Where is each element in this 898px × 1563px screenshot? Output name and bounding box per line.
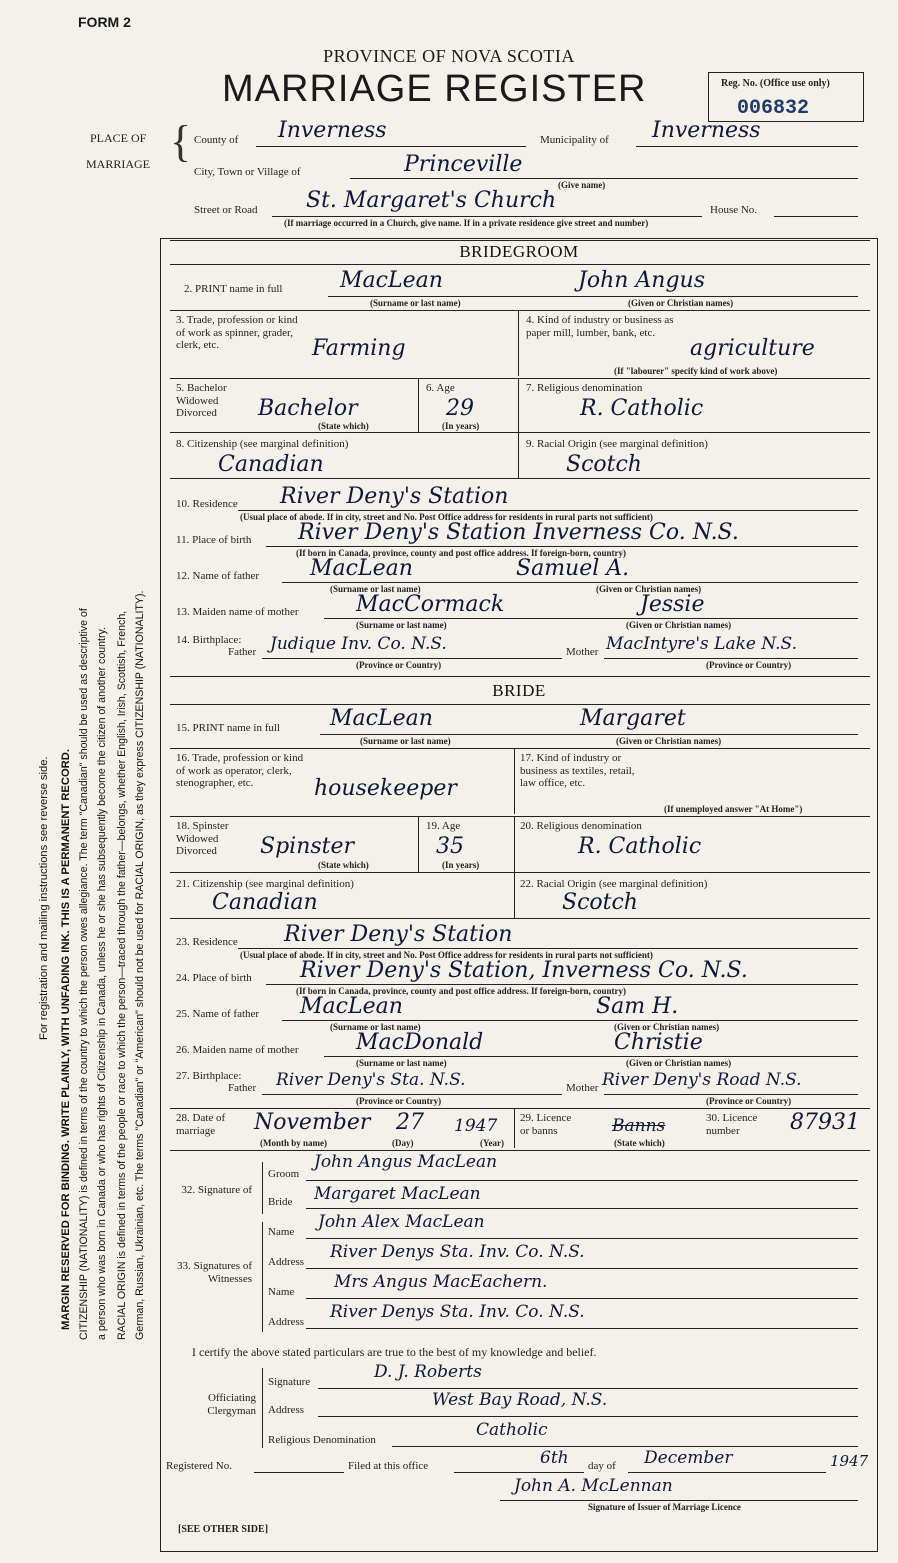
groom-father-birthplace: Judique Inv. Co. N.S. xyxy=(270,634,447,654)
margin-citizenship-1: CITIZENSHIP (NATIONALITY) is defined in terms of the country to which the person owes allegiance. The term "Canadian" should be used as descriptive of xyxy=(78,608,90,1340)
filed-year: 1947 xyxy=(830,1452,869,1470)
bride-trade-label: 16. Trade, profession or kind of work as operator, clerk, stenographer, etc. xyxy=(176,752,304,790)
licence-number-label: 30. Licence number xyxy=(706,1112,758,1137)
groom-parents-birthplace-label: 14. Birthplace: xyxy=(176,634,242,646)
house-label: House No. xyxy=(710,204,758,216)
bride-given: Margaret xyxy=(580,706,686,731)
groom-status-caption: (State which) xyxy=(318,421,369,431)
margin-instructions: For registration and mailing instructions see reverse side. xyxy=(38,756,50,1040)
bride-sig-label: Bride xyxy=(268,1196,293,1208)
witnesses-label: 33. Signatures of Witnesses xyxy=(177,1260,252,1285)
groom-surname: MacLean xyxy=(340,268,443,293)
bride-mother-bp-label: Mother xyxy=(566,1082,599,1094)
bride-residence-label: 23. Residence xyxy=(176,936,238,948)
municipality-value: Inverness xyxy=(652,118,761,143)
bride-age: 35 xyxy=(436,834,464,859)
bride-surname-caption: (Surname or last name) xyxy=(360,736,451,746)
street-value: St. Margaret's Church xyxy=(306,188,557,213)
bride-birthplace-caption: (If born in Canada, province, county and post office address. If foreign-born, country) xyxy=(296,986,627,996)
bride-status-label: 18. Spinster Widowed Divorced xyxy=(176,820,229,858)
bride-father-label: 25. Name of father xyxy=(176,1008,260,1020)
groom-trade: Farming xyxy=(312,336,406,361)
bride-origin-label: 22. Racial Origin (see marginal definition) xyxy=(520,878,708,890)
groom-given: John Angus xyxy=(578,268,705,293)
groom-status: Bachelor xyxy=(258,396,358,421)
county-label: County of xyxy=(194,134,239,146)
bride-parents-birthplace-label: 27. Birthplace: xyxy=(176,1070,242,1082)
bride-mother-surname-caption: (Surname or last name) xyxy=(356,1058,447,1068)
groom-mother-bp-caption: (Province or Country) xyxy=(706,660,792,670)
bride-religion-label: 20. Religious denomination xyxy=(520,820,642,832)
groom-father-surname: MacLean xyxy=(310,556,413,581)
bride-father-given-caption: (Given or Christian names) xyxy=(614,1022,720,1032)
w2-name-label: Name xyxy=(268,1286,295,1298)
filed-month: December xyxy=(644,1448,733,1468)
groom-father-label: 12. Name of father xyxy=(176,570,260,582)
bride-heading: BRIDE xyxy=(492,681,546,700)
groom-mother-given: Jessie xyxy=(640,592,705,617)
marriage-month: November xyxy=(254,1110,371,1135)
marriage-label: MARRIAGE xyxy=(86,157,151,171)
groom-residence: River Deny's Station xyxy=(280,484,509,509)
county-value: Inverness xyxy=(278,118,387,143)
bride-religion: R. Catholic xyxy=(578,834,702,859)
bride-mother-surname: MacDonald xyxy=(356,1030,484,1055)
clergy-religion: Catholic xyxy=(476,1420,548,1440)
groom-surname-caption: (Surname or last name) xyxy=(370,298,461,308)
witness1-address: River Denys Sta. Inv. Co. N.S. xyxy=(330,1242,585,1262)
groom-father-bp-caption: (Province or Country) xyxy=(356,660,442,670)
day-of-label: day of xyxy=(588,1460,616,1472)
groom-mother-surname: MacCormack xyxy=(356,592,505,617)
bride-father-surname: MacLean xyxy=(300,994,403,1019)
registered-label: Registered No. xyxy=(166,1460,232,1472)
bride-trade: housekeeper xyxy=(314,776,457,801)
groom-father-given-caption: (Given or Christian names) xyxy=(596,584,702,594)
w2-address-label: Address xyxy=(268,1316,305,1328)
licence-caption: (State which) xyxy=(614,1138,665,1148)
clergy-sig-label: Signature xyxy=(268,1376,311,1388)
groom-mother-given-caption: (Given or Christian names) xyxy=(626,620,732,630)
groom-age-label: 6. Age xyxy=(426,382,455,394)
margin-citizenship-2: a person who was born in Canada or who has rights of Citizenship in Canada, unless he or she has subsequently become the citizen of another country. xyxy=(96,627,108,1340)
groom-status-label: 5. Bachelor Widowed Divorced xyxy=(176,382,227,420)
groom-mother-surname-caption: (Surname or last name) xyxy=(356,620,447,630)
groom-mother-bp-label: Mother xyxy=(566,646,599,658)
bride-citizenship-label: 21. Citizenship (see marginal definition) xyxy=(176,878,354,890)
groom-mother-label: 13. Maiden name of mother xyxy=(176,606,299,618)
bride-mother-given: Christie xyxy=(614,1030,703,1055)
licence-value: Banns xyxy=(612,1116,666,1136)
groom-mother-birthplace: MacIntyre's Lake N.S. xyxy=(606,634,797,654)
margin-racial-2: German, Russian, Ukrainian, etc. The terms "Canadian" or "American" should not be used for RACIAL ORIGIN, as they express CITIZENSHIP (NATIONALITY). xyxy=(134,590,146,1340)
witness2-address: River Denys Sta. Inv. Co. N.S. xyxy=(330,1302,585,1322)
issuer-caption: Signature of Issuer of Marriage Licence xyxy=(588,1502,741,1512)
bride-father-given: Sam H. xyxy=(596,994,679,1019)
city-value: Princeville xyxy=(404,152,523,177)
bride-birthplace: River Deny's Station, Inverness Co. N.S. xyxy=(300,958,748,983)
see-other-side: [SEE OTHER SIDE] xyxy=(178,1524,269,1535)
clergy-signature: D. J. Roberts xyxy=(374,1362,482,1382)
bride-father-surname-caption: (Surname or last name) xyxy=(330,1022,421,1032)
city-label: City, Town or Village of xyxy=(194,166,301,178)
groom-signature: John Angus MacLean xyxy=(314,1152,498,1172)
bride-signature: Margaret MacLean xyxy=(314,1184,481,1204)
groom-father-bp-label: Father xyxy=(228,646,257,658)
year-caption: (Year) xyxy=(480,1138,504,1148)
groom-given-caption: (Given or Christian names) xyxy=(628,298,734,308)
clergy-address-label: Address xyxy=(268,1404,305,1416)
reg-no-label: Reg. No. (Office use only) xyxy=(721,78,830,89)
margin-racial-1: RACIAL ORIGIN is defined in terms of the people or race to which the person—traced through the father—belongs, whether English, Irish, Scottish, French, xyxy=(116,610,128,1340)
groom-age-caption: (In years) xyxy=(442,421,480,431)
marriage-day: 27 xyxy=(396,1110,424,1135)
filed-day: 6th xyxy=(540,1448,569,1468)
bride-mother-bp-caption: (Province or Country) xyxy=(706,1096,792,1106)
bride-mother-label: 26. Maiden name of mother xyxy=(176,1044,299,1056)
groom-residence-label: 10. Residence xyxy=(176,498,238,510)
marriage-year: 1947 xyxy=(454,1116,498,1136)
groom-industry: agriculture xyxy=(690,336,815,361)
w1-name-label: Name xyxy=(268,1226,295,1238)
groom-father-surname-caption: (Surname or last name) xyxy=(330,584,421,594)
groom-citizenship: Canadian xyxy=(218,452,324,477)
street-caption: (If marriage occurred in a Church, give name. If in a private residence give street and number) xyxy=(284,218,649,228)
bride-birthplace-label: 24. Place of birth xyxy=(176,972,252,984)
municipality-label: Municipality of xyxy=(540,134,609,146)
bride-status: Spinster xyxy=(260,834,355,859)
bride-surname: MacLean xyxy=(330,706,433,731)
date-label: 28. Date of marriage xyxy=(176,1112,226,1137)
groom-industry-label: 4. Kind of industry or business as paper mill, lumber, bank, etc. xyxy=(526,314,674,339)
place-of-label: PLACE OF xyxy=(90,131,147,145)
day-caption: (Day) xyxy=(392,1138,414,1148)
clergy-religion-label: Religious Denomination xyxy=(268,1434,376,1446)
groom-birthplace: River Deny's Station Inverness Co. N.S. xyxy=(298,520,739,545)
certify-text: I certify the above stated particulars are true to the best of my knowledge and belief. xyxy=(192,1345,597,1359)
groom-religion-label: 7. Religious denomination xyxy=(526,382,643,394)
month-caption: (Month by name) xyxy=(260,1138,327,1148)
groom-origin: Scotch xyxy=(566,452,642,477)
bride-given-caption: (Given or Christian names) xyxy=(616,736,722,746)
groom-name-label: 2. PRINT name in full xyxy=(184,283,283,295)
page-title: MARRIAGE REGISTER xyxy=(222,68,647,110)
bride-mother-given-caption: (Given or Christian names) xyxy=(626,1058,732,1068)
licence-label: 29. Licence or banns xyxy=(520,1112,572,1137)
signature-of-label: 32. Signature of xyxy=(181,1184,252,1196)
bride-citizenship: Canadian xyxy=(212,890,318,915)
bride-father-bp-caption: (Province or Country) xyxy=(356,1096,442,1106)
clergy-label: Officiating Clergyman xyxy=(207,1392,256,1417)
groom-age: 29 xyxy=(446,396,474,421)
reg-no-value: 006832 xyxy=(737,97,810,120)
bride-status-caption: (State which) xyxy=(318,860,369,870)
groom-birthplace-label: 11. Place of birth xyxy=(176,534,252,546)
groom-sig-label: Groom xyxy=(268,1168,300,1180)
filed-label: Filed at this office xyxy=(348,1460,429,1472)
bride-mother-birthplace: River Deny's Road N.S. xyxy=(602,1070,802,1090)
bride-name-label: 15. PRINT name in full xyxy=(176,722,280,734)
bride-residence-caption: (Usual place of abode. If in city, street and No. Post Office address for residents in rural parts not sufficient) xyxy=(240,950,653,960)
groom-father-given: Samuel A. xyxy=(516,556,630,581)
groom-trade-label: 3. Trade, profession or kind of work as spinner, grader, clerk, etc. xyxy=(176,314,298,352)
bride-residence: River Deny's Station xyxy=(284,922,513,947)
give-name-caption: (Give name) xyxy=(558,180,606,190)
bride-father-birthplace: River Deny's Sta. N.S. xyxy=(276,1070,466,1090)
groom-residence-caption: (Usual place of abode. If in city, street and No. Post Office address for residents in rural parts not sufficient) xyxy=(240,512,653,522)
bride-industry-label: 17. Kind of industry or business as textiles, retail, law office, etc. xyxy=(520,752,635,790)
groom-citizenship-label: 8. Citizenship (see marginal definition) xyxy=(176,438,349,450)
brace-icon: { xyxy=(170,117,192,166)
bride-father-bp-label: Father xyxy=(228,1082,257,1094)
issuer-signature: John A. McLennan xyxy=(514,1476,673,1496)
groom-industry-caption: (If "labourer" specify kind of work above) xyxy=(614,366,778,376)
clergy-address: West Bay Road, N.S. xyxy=(432,1390,608,1410)
w1-address-label: Address xyxy=(268,1256,305,1268)
margin-binding: MARGIN RESERVED FOR BINDING. WRITE PLAINLY, WITH UNFADING INK. THIS IS A PERMANENT RECORD. xyxy=(60,749,72,1330)
bride-origin: Scotch xyxy=(562,890,638,915)
groom-birthplace-caption: (If born in Canada, province, county and post office address. If foreign-born, country) xyxy=(296,548,627,558)
groom-religion: R. Catholic xyxy=(580,396,704,421)
street-label: Street or Road xyxy=(194,204,258,216)
groom-origin-label: 9. Racial Origin (see marginal definition) xyxy=(526,438,708,450)
bride-age-label: 19. Age xyxy=(426,820,461,832)
witness2-name: Mrs Angus MacEachern. xyxy=(334,1272,548,1292)
witness1-name: John Alex MacLean xyxy=(318,1212,485,1232)
form-number: FORM 2 xyxy=(78,14,131,30)
licence-number: 87931 xyxy=(790,1110,860,1135)
bride-industry-caption: (If unemployed answer "At Home") xyxy=(664,804,803,814)
bride-age-caption: (In years) xyxy=(442,860,480,870)
bridegroom-heading: BRIDEGROOM xyxy=(459,242,579,261)
reg-no-box xyxy=(708,72,864,122)
province-heading: PROVINCE OF NOVA SCOTIA xyxy=(323,46,575,66)
